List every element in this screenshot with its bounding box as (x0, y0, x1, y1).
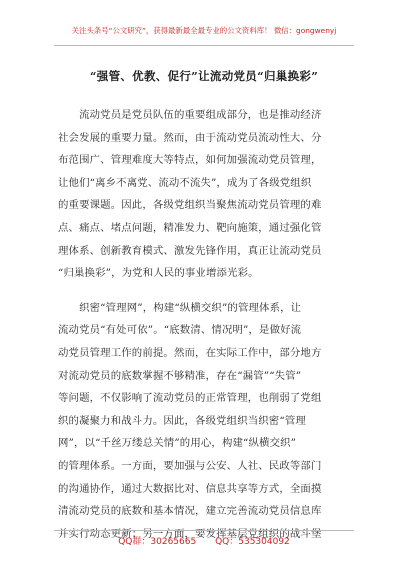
text-line: 清流动党员的底数和基本情况，建立完善流动党员信息库 (58, 505, 322, 518)
document-body (58, 104, 355, 557)
text-line: 织的凝聚力和战斗力。因此，各级党组织当织密“管理 (58, 414, 306, 427)
text-line: 对流动党员的底数掌握不够精准，存在“漏管”“失管” (58, 369, 302, 382)
footer-qq-group: QQ群：30265665 (118, 537, 197, 547)
text-line: 社会发展的重要力量。然而，由于流动党员流动性大、分 (58, 131, 322, 144)
footer-qq-contact: QQ：535304092 (215, 537, 290, 547)
text-line: 点、痛点、堵点问题，精准发力、靶向施策，通过强化管 (58, 221, 322, 234)
text-line: 流动党员“有处可依”。“底数清、情况明”，是做好流 (58, 324, 302, 337)
text-line: 流动党员是党员队伍的重要组成部分，也是推动经济 (58, 109, 322, 121)
text-line: 的重要课题。因此，各级党组织当聚焦流动党员管理的难 (58, 199, 322, 212)
text-line: 的管理体系。一方面，要加强与公安、人社、民政等部门 (58, 459, 322, 472)
text-line: 的沟通协作，通过大数据比对、信息共享等方式，全面摸 (58, 482, 322, 495)
text-line: 织密“管理网”，构建“纵横交织”的管理体系，让 (58, 301, 302, 314)
paragraph-2 (58, 297, 355, 546)
text-line: 动党员管理工作的前提。然而，在实际工作中，部分地方 (58, 346, 322, 359)
text-line: 理体系、创新教育模式、激发先锋作用，真正让流动党员 (58, 244, 322, 257)
footer-divider (54, 530, 354, 531)
header-divider (54, 45, 354, 46)
text-line: 并实行动态更新；另一方面，要发挥基层党组织的战斗堡 (58, 527, 322, 540)
footer (0, 534, 408, 547)
text-line: 等问题，不仅影响了流动党员的正常管理，也削弱了党组 (58, 392, 322, 405)
text-line: 网”，以“千丝万缕总关情”的用心，构建“纵横交织” (58, 437, 297, 450)
text-line: “归巢换彩”，为党和人民的事业增添光彩。 (58, 267, 259, 280)
paragraph-1 (58, 104, 355, 285)
text-line: 布范围广、管理难度大等特点，如何加强流动党员管理， (58, 154, 322, 167)
text-line: 让他们“离乡不离党、流动不流失”，成为了各级党组织 (58, 176, 312, 189)
header-banner: 关注头条号“公文研究”，获得最新最全最专业的公文资料库！ 微信：gongwenyj (71, 26, 337, 35)
document-title: “强管、优教、促行”让流动党员“归巢换彩” (89, 69, 319, 83)
